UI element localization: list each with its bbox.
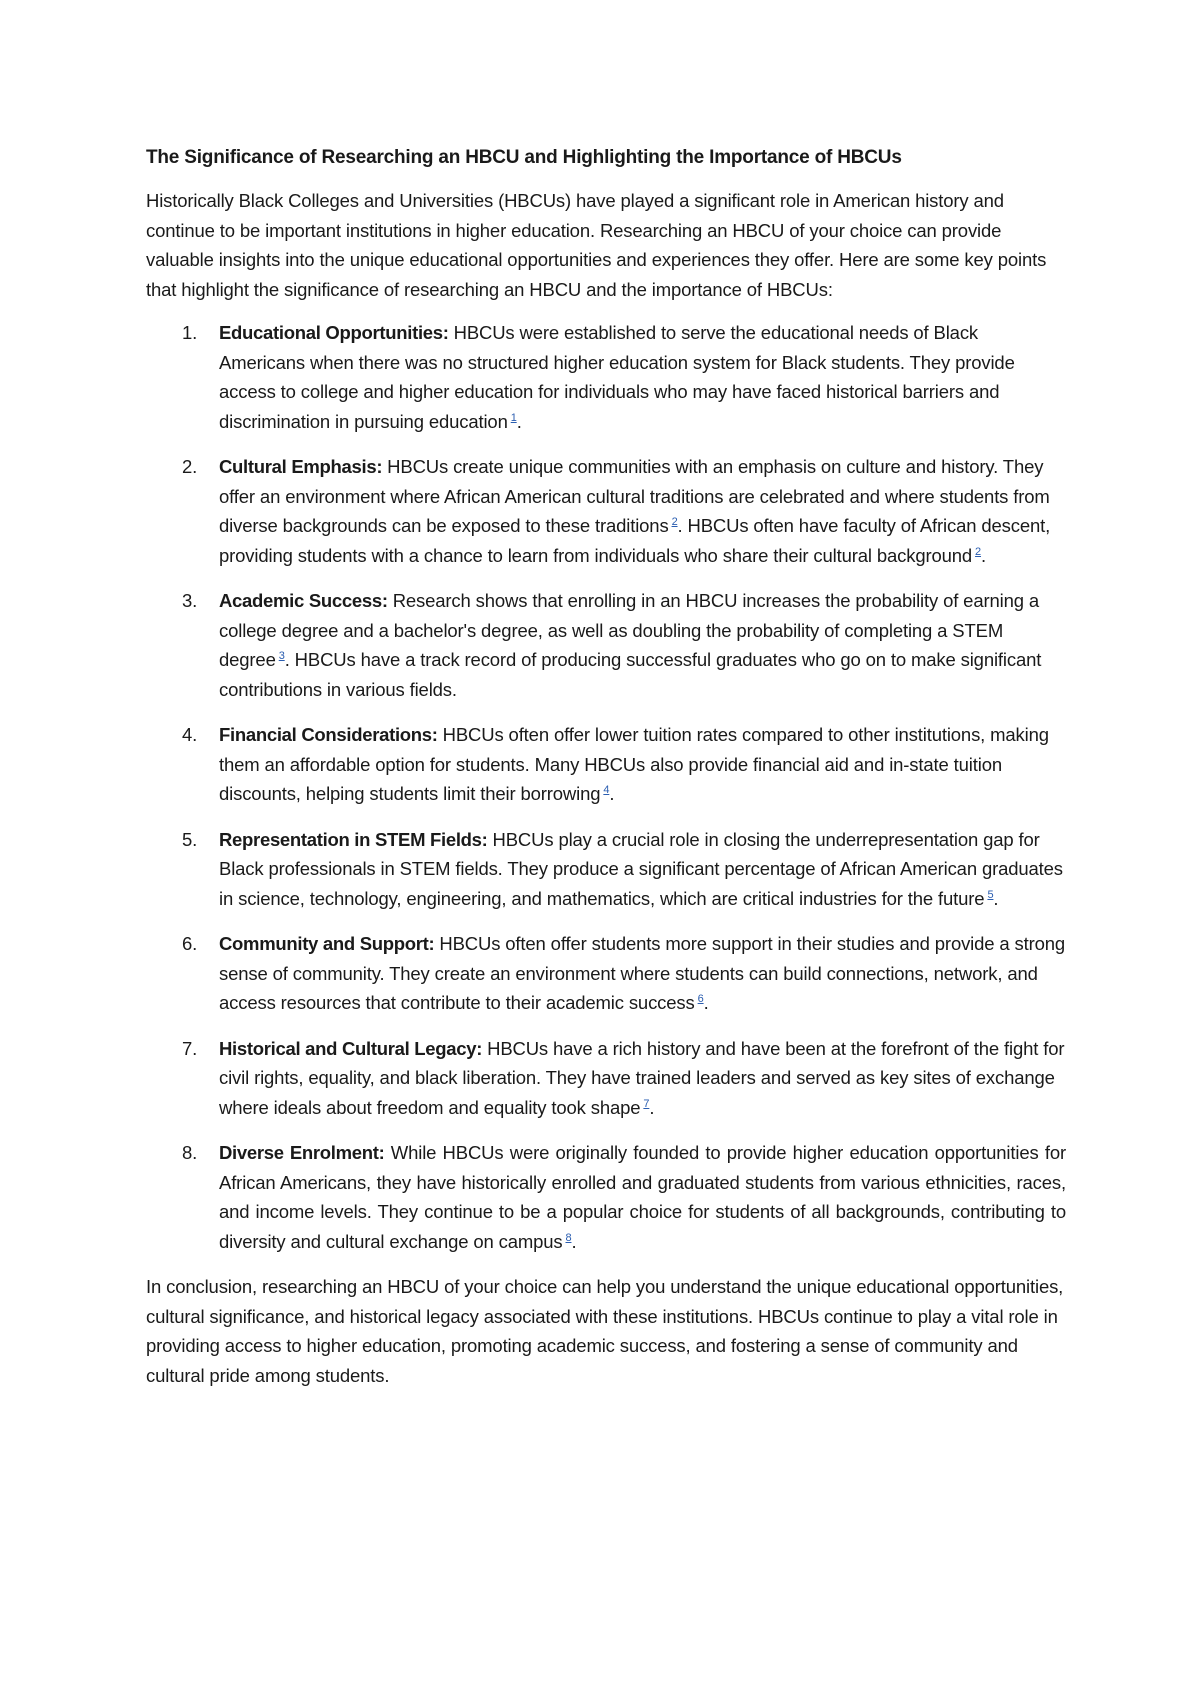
item-number: 1. (182, 322, 198, 343)
citation-link[interactable]: 7 (643, 1097, 650, 1110)
item-term: Diverse Enrolment: (219, 1142, 385, 1163)
list-item (146, 452, 1066, 570)
item-text-continued: . HBCUs have a track record of producing successful graduates who go on to make significant contributions in various fields. (219, 649, 1042, 700)
item-number: 4. (182, 724, 198, 745)
list-item (146, 720, 1066, 809)
document-page (146, 143, 1066, 1390)
list-item (146, 929, 1066, 1018)
item-term: Financial Considerations: (219, 724, 438, 745)
list-item (146, 318, 1066, 436)
list-item (146, 825, 1066, 914)
list-item (146, 1138, 1066, 1256)
item-term: Historical and Cultural Legacy: (219, 1037, 483, 1059)
item-term: Community and Support: (219, 933, 435, 954)
item-text-continued: . HBCUs often have faculty of African descent, providing students with a chance to learn from individuals who share their cultural background (219, 515, 1051, 566)
item-term: Cultural Emphasis: (219, 456, 383, 477)
citation-link[interactable]: 2 (671, 516, 678, 528)
citation-link[interactable]: 2 (975, 545, 982, 558)
citation-link[interactable]: 6 (697, 993, 704, 1005)
item-text-end: . (993, 887, 999, 909)
item-text: HBCUs were established to serve the educational needs of Black Americans when there was no structured higher education system for Black students. They provide access to college and higher education for individuals who may have faced historical barriers and discrimination in pursuing education (219, 322, 1015, 432)
item-number: 6. (182, 933, 198, 954)
item-text-end: . (516, 410, 522, 432)
citation-link[interactable]: 5 (987, 888, 994, 901)
list-item (146, 1034, 1066, 1123)
item-term: Academic Success: (219, 590, 388, 611)
citation-link[interactable]: 8 (565, 1231, 572, 1244)
citation-link[interactable]: 4 (603, 784, 610, 796)
item-text: HBCUs often offer lower tuition rates compared to other institutions, making them an affordable option for students. Many HBCUs also provide financial aid and in-state tuition discounts, helping students limit their borrowing (219, 724, 1049, 804)
item-text-end: . (703, 992, 709, 1013)
item-number: 2. (182, 456, 198, 477)
item-text-end: . (649, 1096, 655, 1118)
item-text: HBCUs have a rich history and have been at the forefront of the fight for civil rights, equality, and black liberation. They have trained leaders and served as key sites of exchange where ideals about freedom and equality took shape (219, 1037, 1065, 1118)
item-term: Educational Opportunities: (219, 322, 449, 343)
key-points-list (146, 318, 1066, 1256)
item-text-end: . (609, 783, 615, 804)
item-number: 5. (182, 828, 198, 850)
item-text-end: . (571, 1230, 577, 1252)
item-text: While HBCUs were originally founded to provide higher education opportunities for African Americans, they have historically enrolled and graduated students from various ethnicities, races, and income levels. They continue to be a popular choice for students of all backgrounds, contributing to diversity and cultural exchange on campus (219, 1142, 1066, 1252)
item-text: HBCUs play a crucial role in closing the underrepresentation gap for Black professionals in STEM fields. They produce a significant percentage of African American graduates in science, technology, engineering, and mathematics, which are critical industries for the future (219, 828, 1063, 909)
item-term: Representation in STEM Fields: (219, 828, 488, 850)
item-text-end: . (981, 544, 987, 566)
item-number: 8. (182, 1142, 198, 1163)
item-text: HBCUs often offer students more support in their studies and provide a strong sense of community. They create an environment where students can build connections, network, and access resources that contribute to their academic success (219, 933, 1066, 1013)
item-number: 7. (182, 1037, 198, 1059)
item-text: HBCUs create unique communities with an emphasis on culture and history. They offer an environment where African American cultural traditions are celebrated and where students from diverse backgrounds can be exposed to these traditions (219, 456, 1050, 536)
list-item (146, 586, 1066, 704)
item-number: 3. (182, 590, 198, 611)
document-title: The Significance of Researching an HBCU and Highlighting the Importance of HBCUs (146, 147, 902, 168)
item-text: Research shows that enrolling in an HBCU increases the probability of earning a college degree and a bachelor's degree, as well as doubling the probability of completing a STEM degree (219, 590, 1039, 670)
intro-paragraph: Historically Black Colleges and Universities (HBCUs) have played a significant role in American history and continue to be important institutions in higher education. Researching an HBCU of your choice can provide valuable insights into the unique educational opportunities and experiences they offer. Here are some key points that highlight the significance of researching an HBCU and the importance of HBCUs: (146, 190, 1047, 300)
citation-link[interactable]: 1 (510, 411, 517, 424)
conclusion-paragraph: In conclusion, researching an HBCU of your choice can help you understand the unique educational opportunities, cultural significance, and historical legacy associated with these institutions. HBCUs continue to play a vital role in providing access to higher education, promoting academic success, and fostering a sense of community and cultural pride among students. (146, 1276, 1064, 1386)
citation-link[interactable]: 3 (278, 650, 285, 662)
